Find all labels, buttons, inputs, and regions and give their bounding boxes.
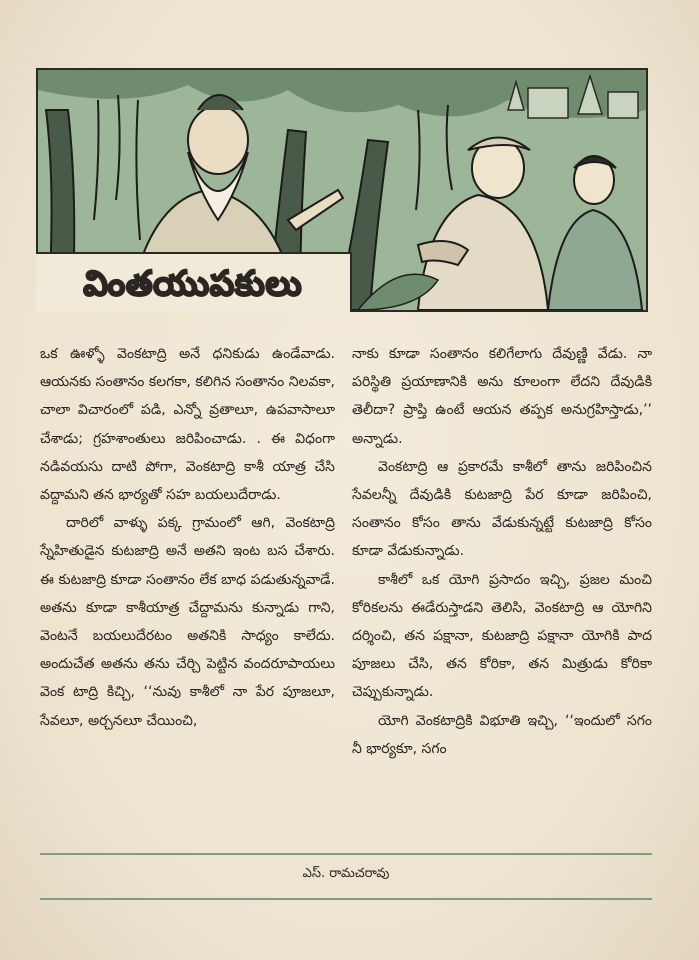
- left-paragraph-2: దారిలో వాళ్ళు పక్క గ్రామంలో ఆగి, వెంకటాద్రి స్నేహితుడైన కుటజాద్రి అనే అతని ఇంట బస చేశారు. ఈ కుటజాద్రి కూడా సంతానం లేక బాధ పడుతున్నవాడే. అతను కూడా కాశీయాత్ర చేద్దామను కున్నాడు గాని, వెంటనే బయలుదేరటం అతనికి సాధ్యం కాలేదు. అందుచేత అతను తను చేర్చి పెట్టిన వందరూపాయలు వెంక టాద్రి కిచ్చి, ‘‘నువు కాశీలో నా పేర పూజలూ, సేవలూ, అర్చనలూ చేయించి,: [40, 515, 335, 729]
- right-paragraph-2: వెంకటాద్రి ఆ ప్రకారమే కాశీలో తాను జరిపించిన సేవలన్నీ దేవుడికి కుటజాద్రి పేర కూడా జరిపించి, సంతానం కోసం తాను వేడుకున్నట్టే కుటజాద్రి కోసం కూడా వేడుకున్నాడు.: [352, 458, 652, 560]
- author-credit: ఎస్. రామచరావు: [302, 866, 390, 881]
- right-paragraph-1: నాకు కూడా సంతానం కలిగేలాగు దేవుణ్ణి వేడు. నా పరిస్థితి ప్రయాణానికి అను కూలంగా లేదని దేవుడికి తెలీదా? ప్రాప్తి ఉంటే ఆయన తప్పక అనుగ్రహిస్తాడు,’’ అన్నాడు.: [352, 346, 652, 447]
- left-text-column: [40, 340, 335, 735]
- story-title-box: [36, 252, 352, 312]
- footer-top-rule: [40, 853, 652, 855]
- footer-bottom-rule: [40, 898, 652, 900]
- right-paragraph-3: కాశీలో ఒక యోగి ప్రసాదం ఇచ్చి, ప్రజల మంచి కోరికలను ఈడేరుస్తాడని తెలిసి, వెంకటాద్రి ఆ యోగిని దర్శించి, తన పక్షానా, కుటజాద్రి పక్షానా యోగికి పాద పూజలు చేసి, తన కోరికా, తన మిత్రుడు కోరికా చెప్పుకున్నాడు.: [352, 571, 652, 701]
- left-paragraph-1: ఒక ఊళ్ళో వెంకటాద్రి అనే ధనికుడు ఉండేవాడు. ఆయనకు సంతానం కలగకా, కలిగిన సంతానం నిలవకా, చాలా విచారంలో పడి, ఎన్నో వ్రతాలూ, ఉపవాసాలూ చేశాడు; గ్రహశాంతులు జరిపించాడు. . ఈ విధంగా నడివయసు దాటి పోగా, వెంకటాద్రి కాశీ యాత్ర చేసి వద్దామని తన భార్యతో సహ బయలుదేరాడు.: [40, 346, 335, 504]
- right-text-column: [352, 340, 652, 763]
- story-title: వింతయుపకులు: [83, 264, 303, 304]
- right-paragraph-4: యోగి వెంకటాద్రికి విభూతి ఇచ్చి, ‘‘ఇందులో సగం నీ భార్యకూ, సగం: [352, 712, 652, 757]
